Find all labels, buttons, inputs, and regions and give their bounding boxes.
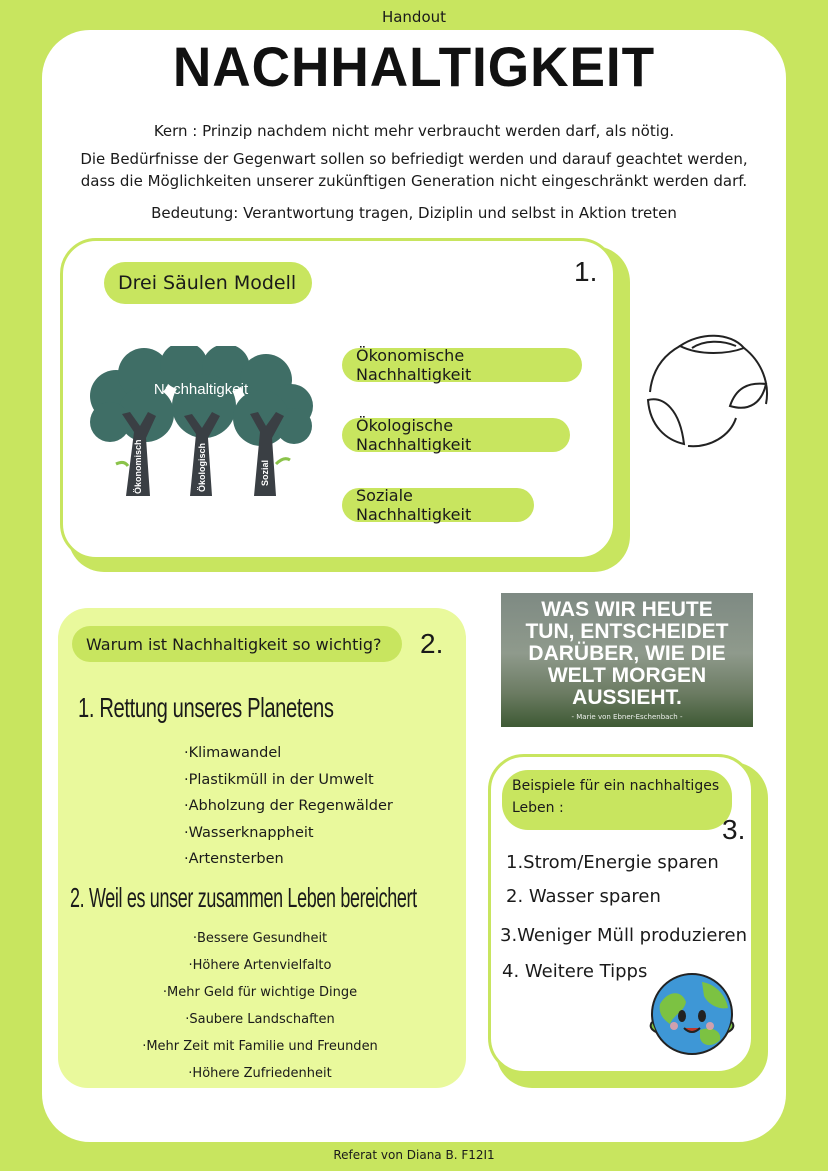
list-item: ·Bessere Gesundheit — [192, 931, 328, 946]
trunk-label-sozial: Sozial — [260, 459, 270, 486]
tip-item: 1.Strom/Energie sparen — [506, 852, 719, 873]
list-item: ·Höhere Zufriedenheit — [188, 1066, 332, 1081]
list-item: ·Abholzung der Regenwälder — [184, 798, 393, 814]
tip-item: 4. Weitere Tipps — [502, 961, 648, 982]
section3-title-line-1: Beispiele für ein nachhaltiges — [512, 778, 720, 794]
footer-credit: Referat von Diana B. F12I1 — [333, 1148, 495, 1162]
tree-label: Nachhaltigkeit — [153, 381, 249, 398]
pillar-sozial-label: Soziale Nachhaltigkeit — [356, 486, 472, 524]
section2-list-1 — [184, 740, 393, 873]
section2-heading-2: 2. Weil es unser zusammen Leben bereichert — [70, 882, 417, 913]
list-item: ·Klimawandel — [184, 745, 282, 761]
section2-list-2 — [110, 925, 410, 1087]
quote-text — [501, 599, 753, 709]
tip-item: 3.Weniger Müll produzieren — [500, 925, 747, 946]
section2-heading-1: 1. Rettung unseres Planetens — [78, 692, 334, 723]
section3-number: 3. — [722, 814, 746, 845]
pillar-oekonomisch — [342, 348, 582, 382]
list-item: ·Plastikmüll in der Umwelt — [184, 771, 374, 788]
intro-bedeutung: Bedeutung: Verantwortung tragen, Diziplin und selbst in Aktion treten — [151, 204, 677, 222]
quote-image — [501, 593, 753, 727]
three-pillars-tree-illustration — [86, 346, 316, 498]
quote-line: DARÜBER, WIE DIE — [528, 642, 726, 665]
tip-item: 2. Wasser sparen — [506, 886, 661, 907]
handout-label: Handout — [381, 8, 447, 26]
section1-title-pill — [104, 262, 312, 304]
list-item: ·Mehr Zeit mit Familie und Freunden — [142, 1039, 378, 1054]
quote-line: WELT MORGEN — [547, 664, 707, 687]
section2-number: 2. — [420, 628, 444, 659]
section2-title: Warum ist Nachhaltigkeit so wichtig? — [86, 634, 382, 654]
quote-author: - Marie von Ebner-Eschenbach - — [571, 713, 683, 721]
section3-title-pill — [502, 770, 732, 830]
intro-kern: Kern : Prinzip nachdem nicht mehr verbraucht werden darf, als nötig. — [153, 122, 675, 140]
pillar-oekologisch-label: Ökologische Nachhaltigkeit — [356, 416, 472, 454]
section1-number: 1. — [574, 256, 598, 287]
quote-line: WAS WIR HEUTE — [541, 598, 713, 621]
recycle-leaves-icon — [640, 326, 776, 454]
page-title: NACHHALTIGKEIT — [172, 35, 656, 98]
list-item: ·Wasserknappheit — [184, 824, 314, 841]
intro-line-2: dass die Möglichkeiten unserer zukünftigen Generation nicht eingeschränkt werden darf. — [80, 172, 748, 190]
pillar-oekologisch — [342, 418, 570, 452]
pillar-sozial — [342, 488, 534, 522]
quote-line: TUN, ENTSCHEIDET — [525, 620, 729, 643]
trunk-label-oekonomisch: Ökonomisch — [133, 439, 143, 494]
section2-title-pill — [72, 626, 402, 662]
quote-line: AUSSIEHT. — [572, 686, 682, 709]
intro-line-1: Die Bedürfnisse der Gegenwart sollen so befriedigt werden und darauf geachtet werden, — [80, 150, 748, 168]
earth-mascot-icon — [646, 968, 738, 1060]
pillar-oekonomisch-label: Ökonomische Nachhaltigkeit — [356, 346, 472, 384]
list-item: ·Saubere Landschaften — [185, 1012, 335, 1027]
list-item: ·Höhere Artenvielfalto — [188, 958, 332, 973]
list-item: ·Mehr Geld für wichtige Dinge — [162, 985, 358, 1000]
list-item: ·Artensterben — [184, 851, 284, 867]
section1-title: Drei Säulen Modell — [118, 272, 297, 294]
trunk-label-oekologisch: Ökologisch — [197, 442, 207, 492]
section3-title-line-2: Leben : — [512, 800, 564, 816]
